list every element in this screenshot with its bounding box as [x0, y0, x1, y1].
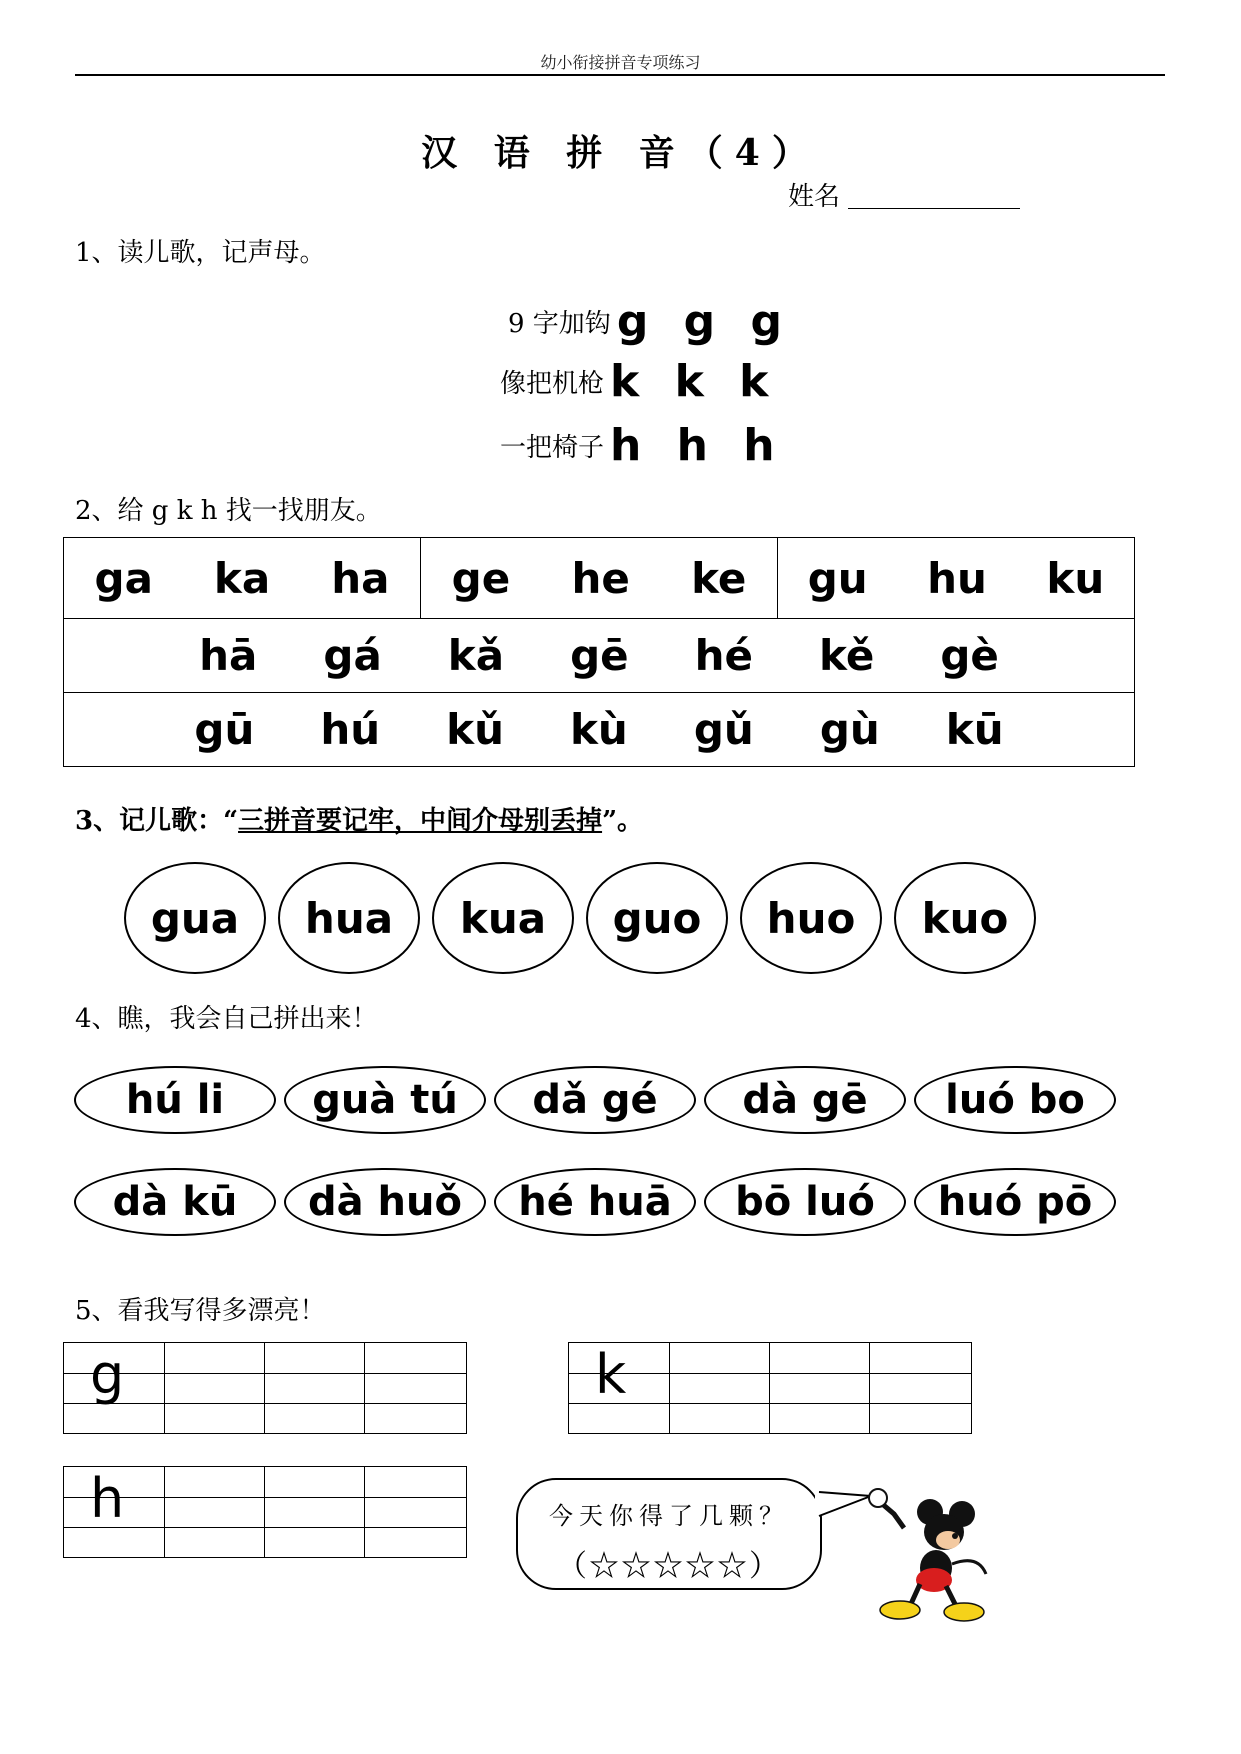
syllable: ke [691, 553, 747, 603]
syllable: huo [766, 893, 856, 943]
syllable: hé [694, 631, 754, 680]
rhyme-line [500, 420, 785, 471]
word-ellipse [494, 1066, 696, 1134]
word: luó bo [945, 1077, 1085, 1123]
triple-syllable-circle [894, 862, 1036, 974]
word: dà gē [742, 1077, 868, 1123]
syllable: gù [819, 705, 880, 754]
syllable: he [571, 553, 630, 603]
speech-bubble [516, 1478, 822, 1590]
model-letter: g [90, 1343, 125, 1406]
rhyme-letters: h h h [610, 420, 785, 471]
word: dà kū [112, 1179, 238, 1225]
word-ellipse [914, 1168, 1116, 1236]
syllable: hā [199, 631, 258, 680]
word-ellipse [74, 1168, 276, 1236]
syllable: kě [819, 631, 875, 680]
star-rating: （☆☆☆☆☆） [557, 1549, 781, 1584]
syllable: hú [320, 705, 381, 754]
triple-syllable-circle [278, 862, 420, 974]
section-1-heading: 1、读儿歌，记声母。 [75, 238, 326, 268]
word: dà huǒ [308, 1179, 462, 1225]
syllable: kǎ [447, 631, 505, 680]
syllable: gua [150, 893, 240, 943]
word: hé huā [518, 1179, 672, 1225]
syllable: gá [323, 631, 382, 680]
syllable: ku [1046, 553, 1105, 603]
name-field[interactable] [848, 208, 1020, 209]
section-3-heading [75, 800, 643, 837]
section-3-prefix: 3、记儿歌：“ [75, 806, 239, 836]
word: dǎ gé [532, 1077, 658, 1123]
section-4-heading: 4、瞧，我会自己拼出来！ [75, 1004, 378, 1034]
cartoon-mouse-illustration [860, 1484, 1000, 1624]
word-ellipse [284, 1066, 486, 1134]
page-title: 汉 语 拼 音（4） [421, 132, 820, 174]
model-letter: h [90, 1467, 125, 1530]
writing-grid-h[interactable] [63, 1466, 467, 1558]
syllable: gu [807, 553, 868, 603]
writing-grid-g[interactable] [63, 1342, 467, 1434]
word-ellipse [74, 1066, 276, 1134]
table-row [63, 537, 1135, 619]
syllable: hua [304, 893, 394, 943]
syllable: kù [570, 705, 628, 754]
rhyme-text: 像把机枪 [500, 369, 605, 399]
section-3-suffix: ”。 [602, 806, 644, 836]
word-ellipse [284, 1168, 486, 1236]
triple-syllable-circle [124, 862, 266, 974]
rhyme-line [500, 356, 778, 407]
word: hú li [125, 1077, 225, 1123]
triple-syllable-circle [432, 862, 574, 974]
syllable: kǔ [446, 705, 504, 754]
syllable: kua [459, 893, 547, 943]
table-row [63, 619, 1135, 693]
syllable: ge [451, 553, 511, 603]
syllable: ha [331, 553, 390, 603]
rhyme-line [508, 296, 792, 347]
syllable: gū [194, 705, 255, 754]
bubble-question: 今天你得了几颗？ [549, 1502, 789, 1530]
rhyme-letters: k k k [610, 356, 779, 407]
tone-syllables [199, 631, 999, 680]
section-5-heading: 5、看我写得多漂亮！ [75, 1296, 326, 1326]
table-row [63, 693, 1135, 767]
syllable: guo [612, 893, 702, 943]
syllable-group [420, 538, 777, 618]
word: bō luó [735, 1179, 875, 1225]
triple-syllable-circle [740, 862, 882, 974]
rhyme-quote: 三拼音要记牢，中间介母别丢掉 [238, 806, 603, 836]
word: guà tú [312, 1077, 458, 1123]
syllable: hu [927, 553, 987, 603]
word-ellipse [494, 1168, 696, 1236]
section-2-heading: 2、给 g k h 找一找朋友。 [75, 496, 382, 526]
syllable: kū [945, 705, 1004, 754]
tone-syllables [194, 705, 1003, 754]
page-header: 幼小衔接拼音专项练习 [540, 53, 701, 72]
syllable-table [63, 537, 1135, 767]
header-divider [75, 74, 1165, 76]
word: huó pō [937, 1179, 1093, 1225]
rhyme-letters: g g g [616, 296, 792, 347]
writing-grid-k[interactable] [568, 1342, 972, 1434]
syllable: gē [570, 631, 629, 680]
syllable: ga [94, 553, 153, 603]
syllable-group [777, 538, 1134, 618]
syllable: kuo [921, 893, 1009, 943]
rhyme-text: 一把椅子 [500, 433, 605, 463]
syllable: gè [940, 631, 999, 680]
word-ellipse [704, 1168, 906, 1236]
syllable: ka [213, 553, 271, 603]
model-letter: k [595, 1343, 627, 1406]
rhyme-text: 9 字加钩 [508, 309, 611, 339]
syllable-group [64, 538, 420, 618]
name-label: 姓名 [788, 182, 841, 212]
word-ellipse [914, 1066, 1116, 1134]
word-ellipse [704, 1066, 906, 1134]
triple-syllable-circle [586, 862, 728, 974]
syllable: gǔ [693, 705, 754, 754]
